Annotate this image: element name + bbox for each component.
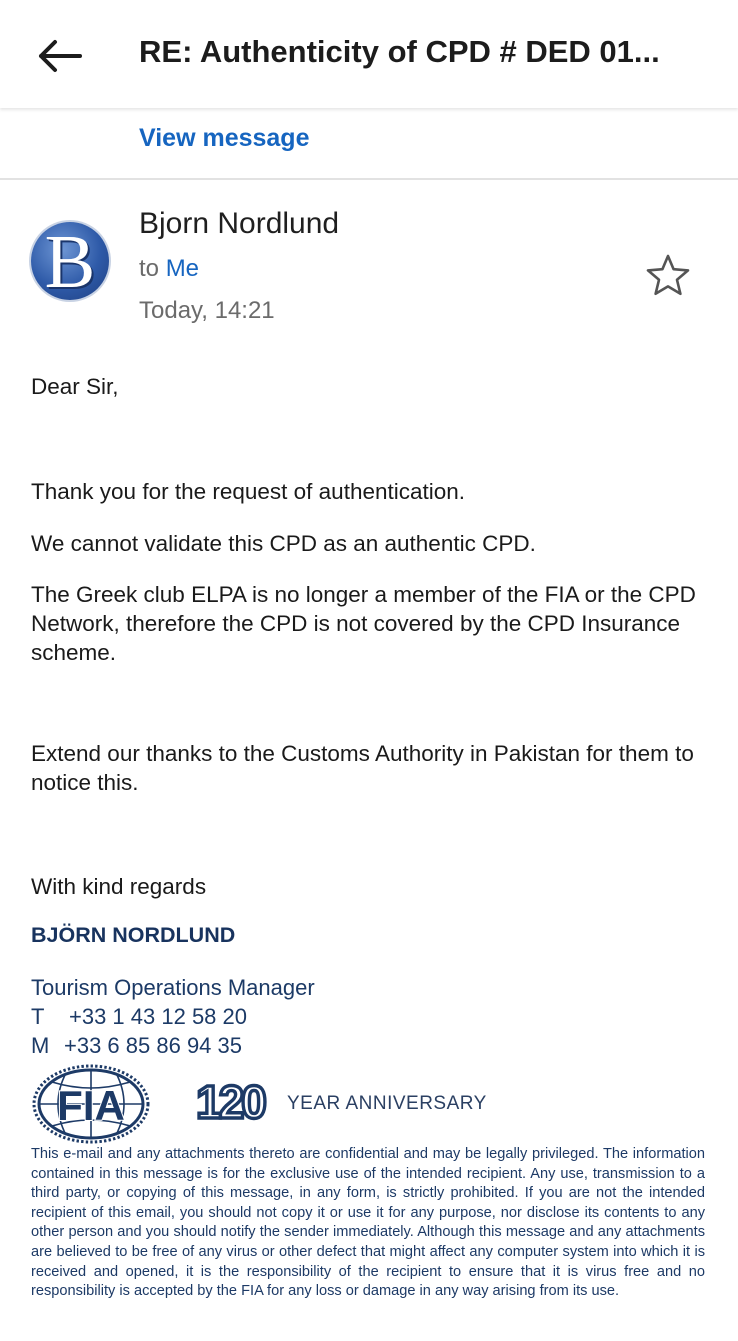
avatar[interactable] bbox=[31, 222, 109, 300]
signature-phone[interactable] bbox=[31, 1004, 247, 1030]
mobile-number[interactable]: +33 6 85 86 94 35 bbox=[64, 1033, 242, 1058]
back-button[interactable] bbox=[30, 28, 88, 84]
body-paragraph-4: Extend our thanks to the Customs Authority in Pakistan for them to notice this. bbox=[31, 741, 694, 795]
star-outline-icon bbox=[644, 252, 692, 298]
recipient-prefix: to bbox=[139, 255, 160, 282]
message-date: Today, 14:21 bbox=[139, 297, 275, 324]
closing-text: With kind regards bbox=[31, 874, 207, 899]
fia-logo-text: FIA bbox=[57, 1082, 125, 1129]
signature-mobile[interactable] bbox=[31, 1033, 242, 1059]
recipient-name[interactable]: Me bbox=[165, 255, 200, 282]
anniversary-number-text: 120 bbox=[196, 1078, 264, 1126]
star-button[interactable] bbox=[644, 252, 692, 298]
phone-number[interactable]: +33 1 43 12 58 20 bbox=[69, 1004, 247, 1029]
phone-label: T bbox=[31, 1004, 45, 1029]
avatar-letter: B bbox=[44, 222, 96, 300]
body-paragraph-3: The Greek club ELPA is no longer a member of the FIA or the CPD Network, therefore the CPD is not covered by the CPD Insurance scheme. bbox=[31, 582, 696, 665]
body-paragraph-2: We cannot validate this CPD as an authentic CPD. bbox=[31, 531, 536, 556]
recipient-line[interactable] bbox=[139, 255, 199, 283]
anniversary-text: YEAR ANNIVERSARY bbox=[287, 1093, 487, 1114]
sender-name[interactable]: Bjorn Nordlund bbox=[139, 207, 340, 240]
greeting-text: Dear Sir, bbox=[31, 374, 119, 399]
body-paragraph-1: Thank you for the request of authentication. bbox=[31, 479, 466, 504]
mobile-label: M bbox=[31, 1033, 50, 1058]
legal-disclaimer: This e-mail and any attachments thereto are confidential and may be legally privileged. The information contained in this message is for the exclusive use of the intended recipient. Any use, transmission to a third party, or copying of this message, in any form, is strictly prohibited. If you are not the intended recipient of this email, you should not copy it or use it for any purpose, nor disclose its contents to any other person and you should notify the sender immediately. Although this message and any attachments are believed to be free of any virus or other defect that might affect any computer system into which it is received and opened, it is the responsibility of the recipient to ensure that it is virus free and no responsibility is accepted by the FIA for any loss or damage in any way arising from its use. bbox=[31, 1146, 705, 1300]
signature-title: Tourism Operations Manager bbox=[31, 975, 315, 1000]
app-header bbox=[0, 0, 738, 108]
view-message-link[interactable]: View message bbox=[139, 124, 310, 152]
anniversary-number bbox=[186, 1078, 274, 1126]
view-message-bar bbox=[0, 108, 738, 180]
arrow-left-icon bbox=[36, 39, 82, 73]
signature-name: BJÖRN NORDLUND bbox=[31, 923, 236, 947]
email-subject: RE: Authenticity of CPD # DED 01... bbox=[139, 34, 660, 69]
fia-logo bbox=[32, 1064, 150, 1144]
